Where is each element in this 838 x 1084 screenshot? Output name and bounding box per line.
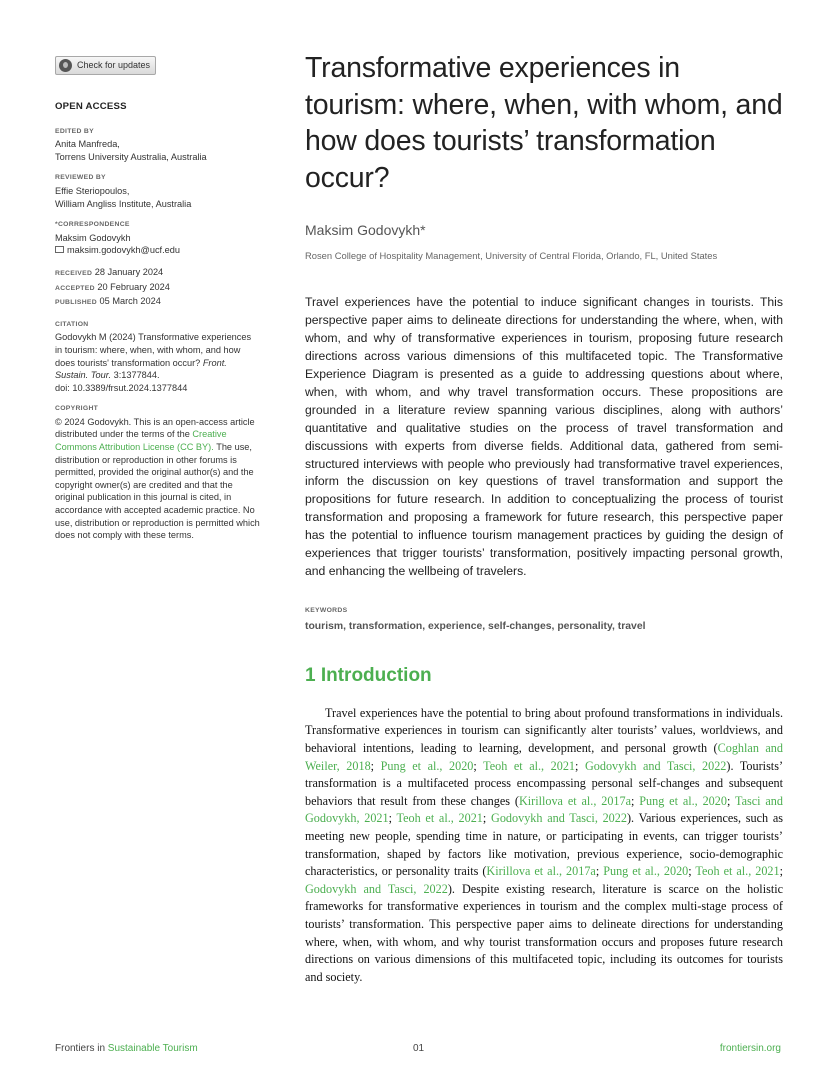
accepted-date: 20 February 2024 <box>97 281 170 292</box>
citation-link[interactable]: Godovykh and Tasci, 2022 <box>584 758 727 773</box>
edited-by-block <box>55 126 260 164</box>
citation-separator: ; <box>370 758 381 773</box>
open-access-label: OPEN ACCESS <box>55 101 127 112</box>
check-for-updates-button[interactable] <box>55 56 156 75</box>
section-heading-introduction: 1 Introduction <box>305 664 432 686</box>
citation-link[interactable]: Pung et al., 2020 <box>380 758 474 773</box>
copyright-text <box>55 416 260 542</box>
citation-link[interactable]: Teoh et al., 2021 <box>483 758 576 773</box>
citation-separator: ; <box>631 793 640 808</box>
cc-license-link[interactable]: Creative Commons Attribution License (CC BY). <box>55 429 227 453</box>
correspondence-block <box>55 219 260 257</box>
citation-separator: ; <box>595 864 604 879</box>
copyright-pre: © 2024 Godovykh. This is an open-access article distributed under the terms of the <box>55 416 255 440</box>
abstract: Travel experiences have the potential to induce significant changes in tourists. This perspective paper aims to delineate directions for understanding the where, when, with whom, and why of transformative experiences in tourism, proposing future research directions across various dimensions of this multifaceted topic. The Transformative Experience Diagram is presented as a guide to addressing questions about where, when, with whom, and why travel transformation occurs. These propositions are grounded in a literature review spanning various disciplines, along with authors’ quantitative and qualitative studies on the process of travel transformation and discussions with experts from diverse fields. Additional data, gathered from semi-structured interviews with people who previously had transformative travel experiences, inform the discussion on key questions of travel transformation and support the propositions for future research. In addition to conceptualizing the process of tourist transformation and proposing a framework for future research, this perspective paper has the potential to influence tourism management practices by guiding the design of experiences that trigger tourists’ transformation, positively impacting personal growth, and enhancing the wellbeing of travelers. <box>305 295 783 578</box>
citation-link[interactable]: Kirillova et al., 2017a <box>486 864 596 879</box>
citation-label: CITATION <box>55 320 89 328</box>
reviewer-affiliation: William Angliss Institute, Australia <box>55 198 192 209</box>
citation-link[interactable]: Godovykh and Tasci, 2022 <box>491 811 627 826</box>
citation-link[interactable]: Tasci and Godovykh, 2021 <box>305 793 783 826</box>
citation-separator: ; <box>575 758 585 773</box>
correspondence-name: Maksim Godovykh <box>55 232 131 243</box>
citation-link[interactable]: Teoh et al., 2021 <box>695 864 780 879</box>
citation-link[interactable]: Teoh et al., 2021 <box>396 811 483 826</box>
intro-text: Travel experiences have the potential to bring about profound transformations in individuals. Transformative experiences in tourism can significantly alter tourists’ values, worldviews, and behavioral intentions, leading to learning, development, and personal growth ( <box>305 705 783 756</box>
footer-journal-name[interactable]: Sustainable Tourism <box>107 1043 198 1054</box>
citation-link[interactable]: Pung et al., 2020 <box>639 793 727 808</box>
citation-link[interactable]: Pung et al., 2020 <box>603 864 689 879</box>
accepted-label: ACCEPTED <box>55 284 95 292</box>
copyright-post: The use, distribution or reproduction in other forums is permitted, provided the original author(s) and the copyright owner(s) are credited and that the original publication in this journal is cited, in accordance with accepted academic practice. No use, distribution or reproduction is permitted which does not comply with these terms. <box>55 442 260 541</box>
citation-separator: ; <box>482 811 492 826</box>
citation-journal: Front. Sustain. Tour. <box>55 357 227 381</box>
citation-separator: ; <box>779 864 784 879</box>
published-label: PUBLISHED <box>55 299 97 307</box>
citation-link[interactable]: Coghlan and Weiler, 2018 <box>305 741 783 773</box>
correspondence-email[interactable]: maksim.godovykh@ucf.edu <box>67 245 180 256</box>
keywords: tourism, transformation, experience, self-changes, personality, travel <box>305 620 646 632</box>
published-date: 05 March 2024 <box>99 296 161 307</box>
intro-text: ). Various experiences, such as meeting new people, spending time in nature, or participating in events, can trigger tourists’ transformation, shaped by factors like motivation, previous experience, socio-demographic characteristics, or personality traits ( <box>305 811 784 879</box>
editor-affiliation: Torrens University Australia, Australia <box>55 151 207 162</box>
article-info-sidebar <box>55 56 260 551</box>
citation-link[interactable]: Godovykh and Tasci, 2022 <box>305 881 448 896</box>
intro-text: ). Despite existing research, literature is scarce on the holistic frameworks for transformative experiences in tourism and the complex multi-stage process of tourists’ transformation. This perspective paper aims to delineate directions for understanding where, when, with whom, and why tourist transformation occurs and proposes future research directions on various dimensions of this multifaceted topic, including its outcomes for tourists and society. <box>305 881 783 984</box>
reviewed-by-block <box>55 172 260 210</box>
citation-doi[interactable]: doi: 10.3389/frsut.2024.1377844 <box>55 382 188 393</box>
crossmark-icon <box>59 59 72 72</box>
citation-separator: ; <box>388 811 397 826</box>
copyright-label: COPYRIGHT <box>55 405 99 413</box>
edited-by-label: EDITED BY <box>55 127 94 135</box>
citation-text <box>55 331 260 381</box>
reviewer-name: Effie Steriopoulos, <box>55 185 130 196</box>
citation-body: Godovykh M (2024) Transformative experiences in tourism: where, when, with whom, and how does tourists' transformation occur? <box>55 332 252 368</box>
received-date: 28 January 2024 <box>94 266 164 277</box>
check-for-updates-label: Check for updates <box>77 60 151 71</box>
correspondence-email-row[interactable] <box>55 244 260 257</box>
editor-name: Anita Manfreda, <box>55 139 120 150</box>
introduction-paragraph <box>305 705 783 987</box>
citation-separator: ; <box>473 758 484 773</box>
footer-journal-prefix: Frontiers in <box>55 1043 106 1054</box>
citation-block <box>55 319 260 395</box>
copyright-block <box>55 403 260 542</box>
citation-separator: ; <box>688 864 696 879</box>
footer-site-link[interactable]: frontiersin.org <box>719 1043 781 1054</box>
article-title: Transformative experiences in tourism: where, when, with whom, and how does tourists’ transformation occur? <box>305 52 783 194</box>
footer-journal <box>55 1043 198 1054</box>
article-author: Maksim Godovykh* <box>305 222 426 239</box>
dates-block <box>55 266 260 310</box>
mail-icon <box>55 246 64 253</box>
article-main <box>305 50 783 986</box>
page-number: 01 <box>413 1043 425 1054</box>
author-affiliation: Rosen College of Hospitality Management, University of Central Florida, Orlando, FL, United States <box>305 250 718 262</box>
keywords-label: KEYWORDS <box>305 606 348 614</box>
correspondence-label: *CORRESPONDENCE <box>55 221 130 229</box>
intro-text: ). Tourists’ transformation is a multifaceted process encompassing personal self-changes and subsequent behaviors that result from these changes ( <box>305 758 783 808</box>
received-label: RECEIVED <box>55 269 93 277</box>
citation-separator: ; <box>726 793 735 808</box>
citation-link[interactable]: Kirillova et al., 2017a <box>518 793 632 808</box>
reviewed-by-label: REVIEWED BY <box>55 174 106 182</box>
citation-volume: 3:1377844. <box>113 370 160 381</box>
